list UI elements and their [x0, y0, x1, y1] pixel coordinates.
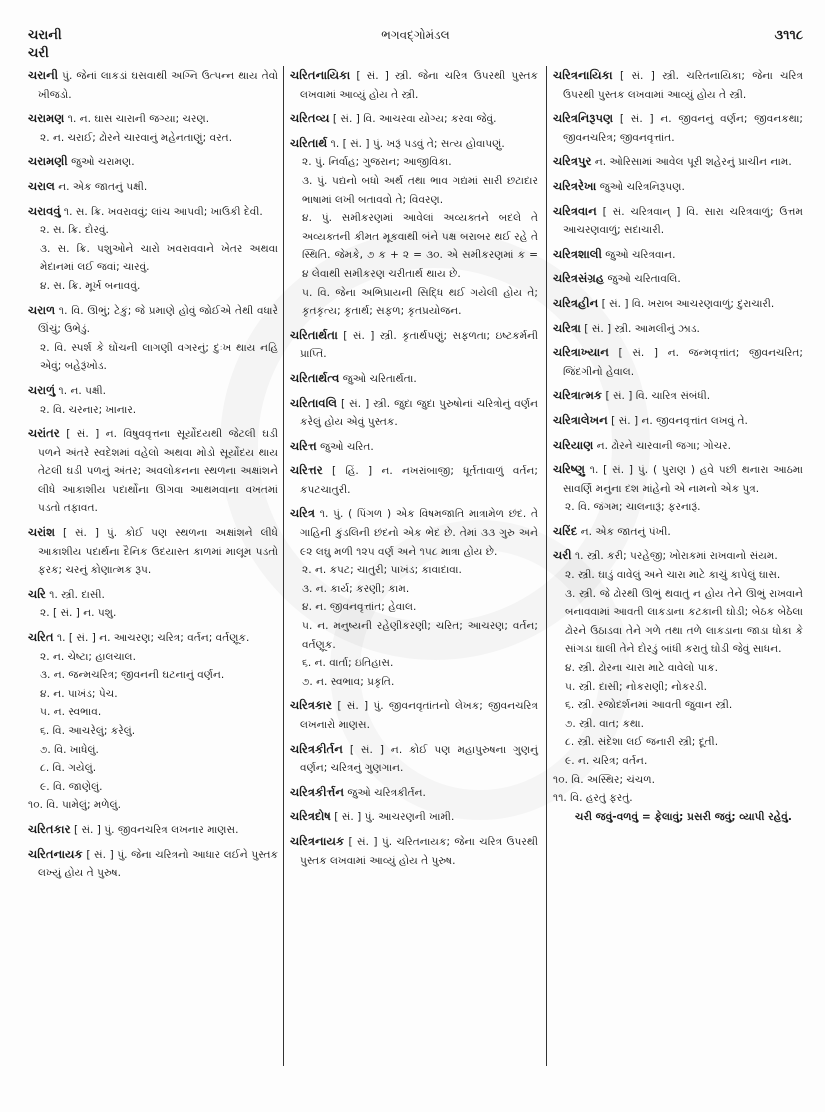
- entry-definition: [290, 807, 538, 827]
- definition-text: [ સં. ] સ્ત્રી. કૃતાર્થપણું; સફળતા; ઇષ્ટકર્મની પ્રાપ્તિ.: [300, 329, 538, 361]
- headword: ચરી: [553, 548, 572, 563]
- headword: ચરિ: [28, 586, 46, 601]
- headword: ચરિત્રનિરૂપણ: [553, 111, 614, 126]
- definition-text: ૧. ન. ઘાસ ચારાની જગ્યા; ચરણ.: [64, 113, 210, 126]
- sense: ૩. ન. જન્મચરિત્ર; જીવનની ઘટનાનું વર્ણન.: [40, 669, 225, 682]
- sense: ૨. ન. ચેષ્ટા; હાલચાલ.: [40, 650, 136, 663]
- sense: ૫. સ્ત્રી. દાસી; નોકરાણી; નોકરડી.: [565, 680, 707, 693]
- entry-definition: [553, 152, 803, 172]
- entry-definition: [28, 523, 278, 580]
- sense: ૮. સ્ત્રી. સંદેશા લઈ જનારી સ્ત્રી; દૂતી.: [565, 736, 719, 749]
- entry-definition: [28, 628, 278, 648]
- dictionary-entry: [28, 301, 278, 376]
- sense: ૬. સ્ત્રી. રજોદર્શનમાં આવતી જુવાન સ્ત્રી.: [565, 699, 733, 712]
- sense: ૨. સ્ત્રી. ઘાડું વાવેલું અને ચારા માટે કાચું કાપેલું ઘાસ.: [565, 569, 781, 582]
- dictionary-entry: [290, 66, 538, 104]
- sense: ૮. વિ. ગયેલું.: [40, 762, 97, 775]
- column-3: [553, 66, 803, 831]
- entry-definition: [28, 301, 278, 339]
- definition-text: જુઓ ચરિત.: [316, 440, 374, 453]
- dictionary-entry: [553, 294, 803, 314]
- definition-text: [ સં. ] વિ. ખરાબ આચરણવાળું; દુરાચારી.: [598, 297, 775, 310]
- sense: ૨. સ. ક્રિ. દોરવું.: [40, 224, 109, 237]
- sense: ૧૦. વિ. અસ્થિર; ચંચળ.: [553, 773, 655, 786]
- entry-definition: [553, 269, 803, 289]
- headword: ચરિતવ્ય: [290, 111, 330, 126]
- dictionary-entry: [553, 177, 803, 197]
- entry-definition: [28, 585, 278, 605]
- definition-text: પું. જેનાં લાકડાં ઘસવાથી અગ્નિ ઉત્પન્ન થાય તેવો ખીજડો.: [38, 70, 278, 101]
- sense: ૫. ન. સ્વભાવ.: [40, 706, 102, 719]
- definition-text: [ સં. ચરિત્રવાન્ ] વિ. સારા ચરિત્રવાળું; ઉત્તમ આચરણવાળું; સદાચારી.: [563, 205, 803, 237]
- dictionary-entry: [290, 504, 538, 691]
- dictionary-entry: [28, 177, 278, 197]
- entry-definition: [553, 546, 803, 566]
- headword: ચરિયાણ: [553, 437, 594, 452]
- headword: ચરાની: [28, 68, 59, 82]
- dictionary-entry: [290, 783, 538, 803]
- definition-text: [ સં. ] સ્ત્રી. જેના ચરિત્ર ઉપરથી પુસ્તક લખવામાં આવ્યું હોય તે સ્ત્રી.: [300, 70, 538, 101]
- sense: ૬. વિ. આચરેલું; કરેલું.: [40, 725, 136, 737]
- headword: ચરિતનાયિકા: [290, 68, 351, 82]
- entry-definition: [553, 177, 803, 197]
- headword: ચરિત્રાખ્યાન: [553, 345, 609, 360]
- headword: ચરિત્રવાન: [553, 203, 597, 218]
- headword: ચરિત્રનાયક: [290, 833, 345, 848]
- sense: ૩. સ. ક્રિ. પશુઓને ચારો ખવરાવવાને ખેતર અથવા મેદાનમાં લઈ જવાં; ચારવું.: [40, 242, 278, 274]
- page-number: ૩૧૧૮: [774, 28, 803, 43]
- entry-definition: [28, 820, 278, 840]
- headword: ચરિંદ: [553, 523, 578, 538]
- definition-text: ૧. ન. પક્ષી.: [55, 384, 107, 397]
- dictionary-entry: [290, 437, 538, 457]
- sense: ૫. વિ. જેના અભિપ્રાયની સિદ્ધિ થઈ ગયેલી હોય તે; કૃતકૃત્ય; કૃતાર્થ; સફળ; કૃતપ્રયોજન.: [302, 286, 538, 318]
- definition-text: [ સં. ] ન. વિષુવવૃત્તના સૂર્યોદયથી જેટલી ઘડી પળને અંતરે સ્વદેશમાં વહેલો અથવા મોડો સૂર્યોદય થાય તેટલી ઘડી પળનું અંતર; અવલોકનના સ્થળના અક્ષાંશને લીધે આકાશીય પદાર્થોના ઊગવા આથમવાના વખતમાં પડતો તફાવત.: [38, 428, 278, 515]
- dictionary-entry: [28, 152, 278, 172]
- definition-text: [ સં. ] ન. કોઈ પણ મહાપુરુષના ગુણનું વર્ણન; ચરિત્રનું ગુણગાન.: [300, 743, 538, 775]
- guide-word-last: ચરી: [28, 46, 49, 61]
- dictionary-entry: [290, 807, 538, 827]
- dictionary-entry: [553, 546, 803, 826]
- definition-text: જુઓ ચરિત્રવાન.: [601, 248, 676, 261]
- entry-definition: [290, 832, 538, 870]
- headword: ચરિત્રપુર: [553, 154, 592, 169]
- definition-text: [ સં. ] પું. જીવનચરિત્ર લખનાર માણસ.: [70, 823, 239, 836]
- entry-definition: [28, 845, 278, 883]
- headword: ચરિતાર્થત્વ: [290, 370, 340, 385]
- definition-text: [ સં. ] ન. જન્મવૃત્તાંત; જીવનચરિત; જિંદગીનો હેવાલ.: [563, 347, 803, 378]
- dictionary-entry: [553, 343, 803, 381]
- entry-definition: [28, 177, 278, 197]
- entry-definition: [290, 66, 538, 104]
- headword: ચરાળ: [28, 302, 56, 317]
- entry-definition: [290, 394, 538, 432]
- entry-definition: [553, 343, 803, 381]
- headword: ચરિત્રાલેખન: [553, 412, 608, 427]
- dictionary-entry: [28, 202, 278, 296]
- definition-text: જુઓ ચરિતાવલિ.: [604, 273, 681, 286]
- definition-text: ૧. વિ. ઊભું; ટેકું; જે પ્રમાણે હોવું જોઈએ તેથી વધારે ઊંચું; ઉભેડું.: [38, 304, 278, 336]
- dictionary-entry: [290, 109, 538, 129]
- headword: ચરિતનાયક: [28, 846, 83, 861]
- entry-definition: [553, 522, 803, 542]
- headword: ચરિત્ત: [290, 438, 317, 453]
- entry-definition: [553, 294, 803, 314]
- headword: ચરિતાર્થ: [290, 135, 328, 150]
- entry-definition: [290, 740, 538, 778]
- headword: ચરિત્રશાલી: [553, 246, 602, 261]
- definition-text: ન. ઓરિસામાં આવેલ પૂરી શહેરનું પ્રાચીન નામ.: [591, 156, 792, 169]
- dictionary-entry: [28, 845, 278, 883]
- dictionary-entry: [553, 152, 803, 172]
- idiom: ચરી જવું-વળવું = ફેલાવું; પ્રસરી જવું; વ્યાપી રહેવું.: [575, 810, 792, 823]
- definition-text: [ સં. ] પું. કોઈ પણ સ્થળના અક્ષાંશને લીધે આકાશીય પદાર્થના દૈનિક ઉદયાસ્ત કાળમાં માલૂમ પડતો ફરક; ચરનું કોણાત્મક રૂપ.: [38, 527, 278, 577]
- headword: ચરિત્રરેખા: [553, 178, 597, 193]
- headword: ચરામણ: [28, 111, 65, 126]
- sense: ૪. સ. ક્રિ. મૂર્ખ બનાવવું.: [40, 279, 141, 292]
- dictionary-entry: [553, 319, 803, 339]
- dictionary-entry: [290, 461, 538, 499]
- headword: ચરિત્ર: [290, 506, 316, 521]
- sense: ૯. ન. ચરિત્ર; વર્તન.: [565, 755, 648, 767]
- headword: ચરિતાર્થતા: [290, 327, 338, 342]
- headword: ચરિતાવલિ: [290, 395, 338, 410]
- headword: ચરિત્રદોષ: [290, 809, 331, 824]
- headword: ચરિત્રા: [553, 320, 581, 335]
- dictionary-entry: [553, 269, 803, 289]
- definition-text: ૧. પું. ( પિંગળ ) એક વિષમજાતિ માત્રામેળ છંદ. તે ગાહિની કુંડલિની છંદનો એક ભેદ છે. તેમાં ૩૩ ગુરુ અને ૯૨ લઘુ મળી ૧૨૫ વર્ણ અને ૧૫૮ માત્રા હોય છે.: [300, 508, 538, 558]
- dictionary-entry: [28, 66, 278, 104]
- entry-definition: [290, 783, 538, 803]
- headword: ચરાંશ: [28, 525, 56, 540]
- guide-word-first: ચરાની: [28, 28, 62, 43]
- definition-text: ૧. [ સં. ] પું. ખરૂં પડવું તે; સત્ય હોવાપણું.: [327, 137, 505, 150]
- sense: ૪. ન. જીવનવૃત્તાંત; હેવાલ.: [302, 601, 417, 614]
- dictionary-entry: [553, 522, 803, 542]
- entry-definition: [290, 109, 538, 129]
- sense: ૪. પું. સમીકરણમાં આવેલાં અવ્યક્તને બદલે તે અવ્યક્તની કીમત મૂકવાથી બંને પક્ષ બરાબર થઈ રહે તે સ્થિતિ. જેમકે, ૭ ક + ૨ = ૩૦. એ સમીકરણમાં ક = ૪ લેવાથી સમીકરણ ચરીતાર્થ થાય છે.: [302, 212, 538, 280]
- definition-text: ૧. [ સં. ] પું. ( પુરાણ ) હવે પછી થનારા આઠમા સાવર્ણિ મનુના દશ માંહેનો એ નામનો એક પુત્ર.: [563, 464, 803, 495]
- dictionary-entry: [290, 740, 538, 778]
- definition-text: [ સં. ] પું. જીવનવૃતાંતનો લેખક; જીવનચરિત્ર લખનારો માણસ.: [300, 700, 538, 731]
- entry-definition: [290, 461, 538, 499]
- definition-text: [ સં. ] પું. આચરણની ખામી.: [330, 811, 455, 824]
- entry-definition: [553, 411, 803, 431]
- dictionary-entry: [28, 109, 278, 147]
- entry-definition: [290, 696, 538, 734]
- headword: ચરિત્રાત્મક: [553, 388, 603, 403]
- entry-definition: [553, 66, 803, 104]
- definition-text: ન. ઢોરને ચારવાની જગા; ગોચર.: [593, 439, 732, 452]
- definition-text: [ સં. ] પું. જેના ચરિત્રનો આધાર લઈને પુસ્તક લખ્યું હોય તે પુરુષ.: [38, 848, 278, 880]
- dictionary-entry: [553, 66, 803, 104]
- sense: ૭. ન. સ્વભાવ; પ્રકૃતિ.: [302, 675, 395, 688]
- definition-text: [ સં. ] વિ. ચારિત્ર સંબંધી.: [602, 390, 711, 403]
- sense: ૩. પું. પદ્યનો બધો અર્થ તથા ભાવ ગદ્યમાં સારી છટાદાર ભાષામાં લખી બતાવવો તે; વિવરણ.: [302, 174, 538, 206]
- page-header: [28, 28, 803, 61]
- entry-definition: [553, 319, 803, 339]
- sense: ૩. સ્ત્રી. જે ઢોરથી ઊભું થવાતું ન હોય તેને ઊભું રાખવાને બનાવવામાં આવતી લાકડાના કટકાની ઘોડી; બેઠક બેઠેલા ઢોરને ઉઠાડવા તેને ગળે તથા તળે લાકડાના જાડા ધોકા કે સાંગડા ઘાલી તેને દોરડું બાંધી કરાતું ઘોડી જેવું સાધન.: [565, 587, 803, 656]
- dictionary-entry: [290, 696, 538, 734]
- entry-definition: [553, 109, 803, 147]
- sense: ૭. વિ. ખાધેલું.: [40, 743, 99, 756]
- sense: ૬. ન. વાર્તા; ઇતિહાસ.: [302, 657, 394, 670]
- entry-definition: [290, 437, 538, 457]
- entry-definition: [290, 326, 538, 364]
- sense: ૨. [ સં. ] ન. પશુ.: [40, 607, 117, 620]
- dictionary-entry: [553, 109, 803, 147]
- entry-definition: [28, 152, 278, 172]
- headword: ચરિત્તર: [290, 463, 323, 478]
- headword: ચરિત્રકીર્તન: [290, 741, 343, 756]
- dictionary-entry: [290, 369, 538, 389]
- dictionary-entry: [553, 411, 803, 431]
- sense: ૨. વિ. ચરનાર; ખાનાર.: [40, 403, 137, 416]
- definition-text: ન. એક જાતનું પક્ષી.: [54, 180, 148, 193]
- definition-text: ૧. સ્ત્રી. દાસી.: [45, 588, 105, 601]
- column-1: [28, 66, 278, 888]
- entry-definition: [553, 460, 803, 498]
- sense: ૪. ન. પાખંડ; પેચ.: [40, 687, 118, 700]
- sense: ૯. વિ. જાણેલું.: [40, 780, 103, 793]
- dictionary-entry: [28, 820, 278, 840]
- entry-definition: [553, 436, 803, 456]
- entry-definition: [290, 369, 538, 389]
- dictionary-entry: [28, 424, 278, 518]
- dictionary-entry: [28, 585, 278, 623]
- definition-text: [ હિં. ] ન. નખરાંબાજી; ધૂર્તતાવાળું વર્તન; કપટચાતુરી.: [300, 465, 538, 496]
- entry-definition: [28, 424, 278, 518]
- definition-text: જુઓ ચરામણ.: [67, 156, 135, 169]
- definition-text: ૧. સ્ત્રી. કરી; પરહેજી; ખોરાકમાં રાખવાનો સંયમ.: [571, 550, 778, 563]
- sense: ૨. વિ. જંગમ; ચાલનારૂં; ફરનારૂં.: [565, 501, 701, 514]
- dictionary-entry: [553, 386, 803, 406]
- dictionary-entry: [28, 381, 278, 419]
- sense: ૨. પું. નિર્વાહ; ગુજરાન; આજીવિકા.: [302, 156, 452, 169]
- headword: ચરાંતર: [28, 426, 60, 441]
- definition-text: [ સં. ] વિ. આચરવા યોગ્ય; કરવા જેવું.: [329, 113, 497, 126]
- entry-definition: [553, 202, 803, 240]
- sense: ૧૧. વિ. હરતું ફરતું.: [553, 792, 633, 805]
- definition-text: [ સં. ] ન. જીવનવૃત્તાંત લખવું તે.: [607, 414, 748, 427]
- definition-text: જુઓ ચરિતાર્થતા.: [339, 372, 417, 385]
- definition-text: [ સં. ] સ્ત્રી. આમલીનું ઝાડ.: [580, 322, 700, 335]
- headword: ચરાવવું: [28, 203, 61, 218]
- sense: ૩. ન. કાર્ય; કરણી; કામ.: [302, 582, 410, 595]
- sense: ૫. ન. મનુષ્યની રહેણીકરણી; ચરિત; આચરણ; વર્તન; વર્તણૂક.: [302, 620, 538, 651]
- definition-text: [ સં. ] ન. જીવનનું વર્ણન; જીવનકથા; જીવનચરિત્ર; જીવનવૃત્તાંત.: [563, 113, 803, 144]
- dictionary-entry: [28, 628, 278, 815]
- dictionary-entry: [290, 326, 538, 364]
- headword: ચરાળું: [28, 382, 56, 397]
- definition-text: જુઓ ચરિત્રકીર્તન.: [344, 786, 426, 799]
- sense: ૨. ન. કપટ; ચાતુરી; પાખંડ; કાવાદાવા.: [302, 564, 462, 577]
- dictionary-entry: [553, 202, 803, 240]
- sense: ૪. સ્ત્રી. ઢોરના ચારા માટે વાવેલો પાક.: [565, 662, 719, 675]
- column-2: [290, 66, 538, 875]
- sense: ૨. વિ. સ્પર્શ કે ઘોંચની લાગણી વગરનું; દુઃખ થાય નહિ એવું; બહેરૂંખોડ.: [40, 341, 278, 373]
- dictionary-entry: [553, 460, 803, 517]
- headword: ચરિત્રસંગ્રહ: [553, 271, 605, 286]
- entry-definition: [553, 386, 803, 406]
- headword: ચરિત: [28, 630, 54, 645]
- entry-definition: [28, 202, 278, 222]
- headword: ચરિત્રહીન: [553, 295, 599, 310]
- definition-text: [ સં. ] સ્ત્રી. જુદા જુદા પુરુષોનાં ચરિત્રોનું વર્ણન કરેલું હોય એવું પુસ્તક.: [300, 397, 538, 429]
- sense: ૧૦. વિ. પામેલું; મળેલું.: [28, 799, 122, 812]
- column-divider: [283, 66, 284, 1066]
- dictionary-entry: [290, 134, 538, 321]
- definition-text: ૧. સ. ક્રિ. ખવરાવવું; લાંચ આપવી; ખાઉકી દેવી.: [60, 205, 263, 218]
- headword: ચરિષ્ણુ: [553, 462, 585, 477]
- headword: ચરિત્રકીર્ત્તન: [290, 784, 345, 799]
- entry-definition: [553, 245, 803, 265]
- entry-definition: [28, 381, 278, 401]
- dictionary-entry: [290, 394, 538, 432]
- headword: ચરાલ: [28, 178, 55, 193]
- sense: ૭. સ્ત્રી. વાત; કથા.: [565, 717, 645, 730]
- sense: ૨. ન. ચરાઈ; ઢોરને ચારવાનું મહેનતાણું; વરત.: [40, 131, 233, 144]
- dictionary-entry: [28, 523, 278, 580]
- dictionary-entry: [553, 436, 803, 456]
- headword: ચરિત્રકાર: [290, 698, 333, 713]
- definition-text: [ સં. ] સ્ત્રી. ચરિતનાયિકા; જેના ચરિત્ર ઉપરથી પુસ્તક લખવામાં આવ્યું હોય તે સ્ત્રી.: [563, 70, 803, 101]
- column-divider: [546, 66, 547, 1066]
- book-title: ભગવદ્ગોમંડલ: [381, 28, 450, 42]
- dictionary-entry: [553, 245, 803, 265]
- entry-definition: [28, 109, 278, 129]
- definition-text: [ સં. ] પું. ચરિતનાયક; જેના ચરિત્ર ઉપરથી પુસ્તક લખવામાં આવ્યું હોય તે પુરુષ.: [300, 835, 538, 867]
- definition-text: ૧. [ સં. ] ન. આચરણ; ચરિત્ર; વર્તન; વર્તણૂક.: [53, 632, 250, 645]
- definition-text: જુઓ ચરિત્રનિરૂપણ.: [596, 180, 685, 193]
- headword: ચરિત્રનાયિકા: [553, 68, 613, 82]
- entry-definition: [290, 134, 538, 154]
- headword: ચરિતકાર: [28, 821, 71, 836]
- definition-text: ન. એક જાતનું પંખી.: [577, 525, 671, 538]
- headword: ચરામણી: [28, 154, 68, 169]
- entry-definition: [28, 66, 278, 104]
- dictionary-entry: [290, 832, 538, 870]
- entry-definition: [290, 504, 538, 561]
